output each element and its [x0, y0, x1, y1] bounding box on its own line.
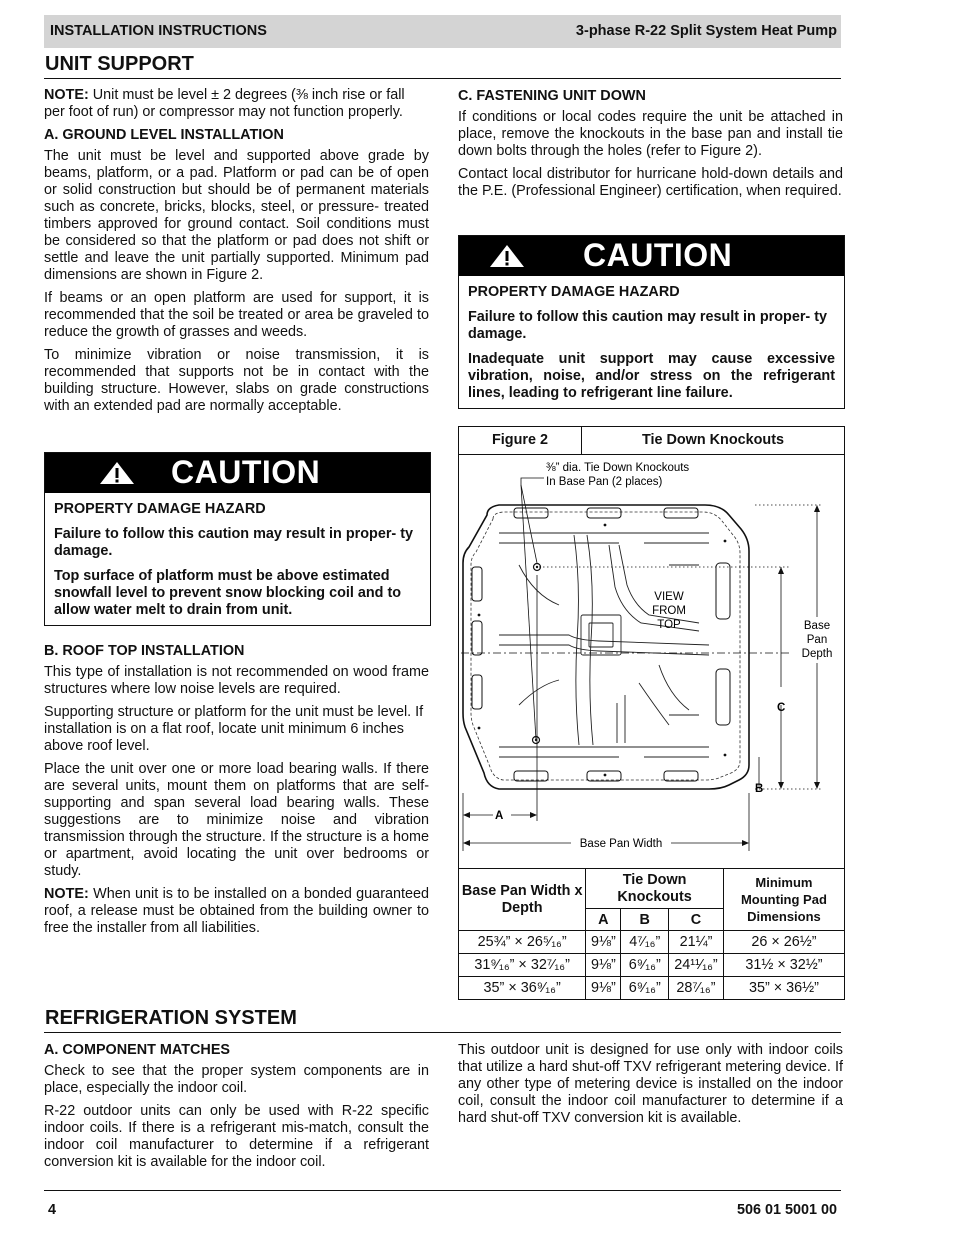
- figure-label: Figure 2: [459, 427, 582, 454]
- fastening-paragraph-2: Contact local distributor for hurricane hold-down details and the P.E. (Professional Engineer) certification, when required.: [458, 166, 843, 199]
- roof-top-note: [44, 886, 429, 937]
- base-pan-inner-edge: [471, 512, 740, 780]
- roof-top-heading: B. ROOF TOP INSTALLATION: [44, 643, 245, 659]
- dimension-a-label: A: [495, 810, 504, 822]
- cell-size: 31⁹⁄₁₆” × 32⁷⁄₁₆”: [459, 954, 586, 977]
- cell-c: 28⁷⁄₁₆”: [669, 977, 724, 1000]
- cell-c: 21¼”: [669, 931, 724, 954]
- callout-text-line-2: In Base Pan (2 places): [546, 476, 663, 488]
- header-a: A: [586, 909, 621, 931]
- dimensions-table: [458, 868, 845, 1000]
- header-document-type: INSTALLATION INSTRUCTIONS: [50, 23, 267, 39]
- dimension-arrows: [463, 505, 820, 846]
- slot: [514, 771, 548, 781]
- ground-level-paragraph-3: To minimize vibration or noise transmission, it is recommended that supports not be in contact with the building structure. However, slabs on grade constructions with an extended pad are normally acceptable.: [44, 347, 429, 414]
- table-row: [459, 954, 845, 977]
- callout-leader: [521, 478, 544, 485]
- caution-line-1: Failure to follow this caution may result in proper- ty damage.: [54, 526, 414, 559]
- page-number: 4: [48, 1202, 57, 1218]
- cell-pad: 31½ × 32½”: [723, 954, 844, 977]
- cell-pad: 26 × 26½”: [723, 931, 844, 954]
- caution-line-2: Top surface of platform must be above estimated snowfall level to prevent snow blocking coil and to allow water melt to drain from unit.: [54, 568, 402, 618]
- caution-hazard-title: PROPERTY DAMAGE HAZARD: [468, 284, 680, 300]
- slot: [472, 621, 482, 655]
- roof-top-paragraph-2: Supporting structure or platform for the unit must be level. If installation is on a flat roof, locate unit minimum 6 inches above roof level.: [44, 704, 424, 754]
- caution-body: [459, 276, 844, 408]
- caution-word: CAUTION: [171, 454, 321, 490]
- note-label: NOTE:: [44, 87, 89, 103]
- note-text: Unit must be level ± 2 degrees (⅜ inch rise or fall per foot of run) or compressor may not function properly.: [44, 87, 405, 120]
- cell-a: 9⅛”: [586, 977, 621, 1000]
- cell-c: 24¹¹⁄₁₆”: [669, 954, 724, 977]
- slot: [472, 567, 482, 601]
- fastening-paragraph-1: If conditions or local codes require the unit be attached in place, remove the knockouts in the base pan and install tie down bolts through the holes (refer to Figure 2).: [458, 109, 843, 159]
- table-row: [459, 931, 845, 954]
- slot: [587, 508, 621, 518]
- component-matches-paragraph-3: This outdoor unit is designed for use only with indoor coils that utilize a hard shut-off TXV refrigerant metering device. If any other type of metering device is installed on the indoor coil, consult the indoor coil manufacturer to determine if a hard shut-off TXV conversion kit is available.: [458, 1042, 843, 1126]
- footer-divider: [44, 1190, 841, 1191]
- depth-label-line-2: Pan: [806, 634, 828, 646]
- slot: [716, 563, 730, 619]
- header-tie-down: Tie Down Knockouts: [586, 869, 724, 909]
- tie-down-knockout: [536, 566, 538, 568]
- note-text: When unit is to be installed on a bonded guaranteed roof, a release must be obtained from the building owner to free the installer from all liabilities.: [44, 886, 429, 936]
- cell-pad: 35” × 36½”: [723, 977, 844, 1000]
- callout-text-line-1: ⅜” dia. Tie Down Knockouts: [546, 462, 690, 474]
- header-min-pad: Minimum Mounting Pad Dimensions: [723, 869, 844, 931]
- depth-label-line-1: Base: [803, 620, 831, 632]
- slot: [716, 669, 730, 725]
- cell-b: 4⁷⁄₁₆”: [621, 931, 669, 954]
- warning-triangle-icon: [99, 461, 135, 485]
- caution-box-snowfall: [44, 452, 431, 626]
- view-label-line-3: TOP: [657, 619, 681, 631]
- level-note: [44, 87, 429, 121]
- roof-top-paragraph-1: This type of installation is not recommended on wood frame structures where low noise levels are required.: [44, 664, 429, 697]
- cell-b: 6⁹⁄₁₆”: [621, 954, 669, 977]
- slot: [514, 508, 548, 518]
- cell-a: 9⅛”: [586, 954, 621, 977]
- cell-b: 6⁹⁄₁₆”: [621, 977, 669, 1000]
- slot: [664, 508, 698, 518]
- dimension-b-label: B: [755, 783, 764, 795]
- depth-label-line-3: Depth: [801, 648, 833, 660]
- caution-line-1: Failure to follow this caution may result in proper- ty damage.: [468, 309, 828, 342]
- slot: [664, 771, 698, 781]
- caution-box-support: [458, 235, 845, 409]
- fastening-section: [458, 82, 843, 206]
- unit-support-title: UNIT SUPPORT: [45, 53, 194, 75]
- dimension-c-label: C: [777, 702, 786, 714]
- mounting-holes: [478, 524, 727, 777]
- section-divider: [44, 78, 841, 79]
- refrigeration-title: REFRIGERATION SYSTEM: [45, 1007, 297, 1029]
- section-divider: [44, 1032, 841, 1033]
- caution-banner: [459, 236, 844, 276]
- figure-header: [459, 427, 844, 455]
- caution-hazard-title: PROPERTY DAMAGE HAZARD: [54, 501, 266, 517]
- roof-top-paragraph-3: Place the unit over one or more load bearing walls. If there are several units, mount them on platforms that are self-supporting and span several load bearing walls. These suggestions are to minimize noise and vibration transmission through the structure. If the structure is a home or apartment, avoid locating the unit over bedrooms or study.: [44, 761, 429, 879]
- caution-banner: [45, 453, 430, 493]
- base-pan-diagram: [459, 455, 844, 868]
- view-label-line-2: FROM: [652, 605, 686, 617]
- header-b: B: [621, 909, 669, 931]
- header-base-pan: Base Pan Width x Depth: [459, 869, 586, 931]
- slot: [472, 675, 482, 709]
- cell-size: 35” × 36⁹⁄₁₆”: [459, 977, 586, 1000]
- figure-title: Tie Down Knockouts: [641, 432, 785, 448]
- header-c: C: [669, 909, 724, 931]
- table-header-row: [459, 869, 845, 909]
- cell-size: 25¾” × 26⁵⁄₁₆”: [459, 931, 586, 954]
- component-matches-paragraph-2: R-22 outdoor units can only be used with R-22 specific indoor coils. If there is a refrigerant mis-match, consult the indoor coil manufacturer to determine if a refrigerant conversion kit is available for the indoor coil.: [44, 1103, 429, 1170]
- component-matches-paragraph-1: Check to see that the proper system components are in place, especially the indoor coil.: [44, 1063, 429, 1096]
- table-row: [459, 977, 845, 1000]
- ground-level-paragraph-2: If beams or an open platform are used for support, it is recommended that the soil be treated or area be graveled to reduce the growth of grasses and weeds.: [44, 290, 429, 340]
- view-label-line-1: VIEW: [654, 591, 684, 603]
- roof-top-section: [44, 637, 429, 943]
- cell-a: 9⅛”: [586, 931, 621, 954]
- component-matches-left: [44, 1036, 429, 1177]
- note-label: NOTE:: [44, 886, 89, 902]
- base-pan-ribs: [499, 533, 709, 757]
- slot: [587, 771, 621, 781]
- warning-triangle-icon: [489, 244, 525, 268]
- ground-level-paragraph-1: The unit must be level and supported above grade by beams, platform, or a pad. Platform or pad can be of open or solid construction but should be of permanent materials such as concrete, bricks, blocks, steel, or pressure- treated timbers approved for ground contact. Soil conditions must be considered so that the platform or pad does not shift or settle and leave the unit partially supported. Minimum pad dimensions are shown in Figure 2.: [44, 148, 429, 283]
- fastening-heading: C. FASTENING UNIT DOWN: [458, 88, 646, 104]
- caution-line-2: Inadequate unit support may cause excessive vibration, noise, and/or stress on the refrigerant lines, leading to refrigerant line failure.: [468, 351, 835, 401]
- component-matches-right: [458, 1042, 843, 1133]
- base-pan-width-label: Base Pan Width: [579, 838, 663, 850]
- caution-word: CAUTION: [583, 237, 733, 273]
- dimension-lines: [461, 505, 821, 851]
- caution-body: [45, 493, 430, 625]
- header-product-title: 3-phase R-22 Split System Heat Pump: [575, 23, 837, 39]
- document-code: 506 01 5001 00: [736, 1202, 837, 1218]
- ground-level-heading: A. GROUND LEVEL INSTALLATION: [44, 127, 284, 143]
- unit-support-left-column: [44, 87, 429, 421]
- component-matches-heading: A. COMPONENT MATCHES: [44, 1042, 231, 1058]
